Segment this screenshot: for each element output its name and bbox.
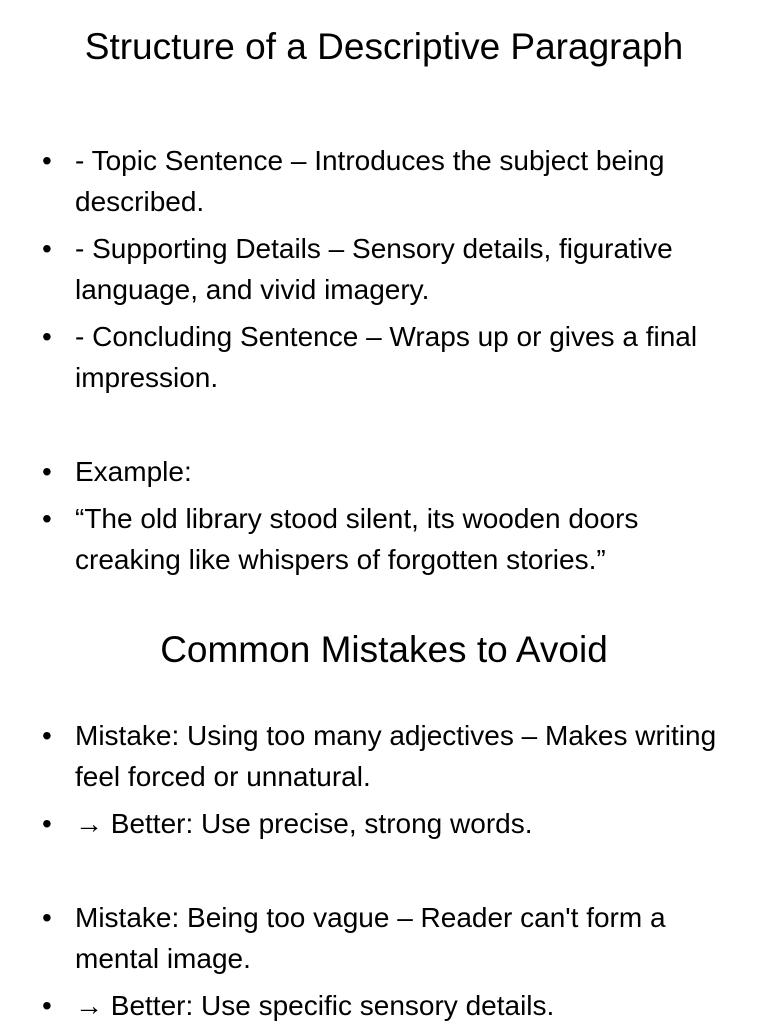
bullet-text: → Better: Use precise, strong words. (75, 808, 533, 839)
bullet-text: Example: (75, 456, 192, 487)
bullet-icon: • (42, 503, 52, 534)
bullet-icon: • (42, 233, 52, 264)
empty-list-item (0, 404, 768, 445)
list-item (0, 316, 768, 398)
list-item (0, 140, 768, 222)
bullet-text: “The old library stood silent, its wooden doors creaking like whispers of forgotten stories.” (75, 503, 639, 575)
list-item (0, 498, 768, 578)
slide-common-mistakes (0, 578, 768, 1024)
bullet-list (0, 715, 768, 1024)
bullet-text: → Better: Use specific sensory details. (75, 990, 555, 1021)
bullet-icon: • (42, 145, 52, 176)
list-item (0, 451, 768, 492)
empty-list-item (0, 850, 768, 891)
list-item (0, 803, 768, 844)
bullet-text: - Concluding Sentence – Wraps up or gives a final impression. (75, 321, 698, 393)
bullet-text: Mistake: Being too vague – Reader can't form a mental image. (75, 902, 666, 974)
bullet-text: Mistake: Using too many adjectives – Makes writing feel forced or unnatural. (75, 720, 717, 792)
slide-title: Common Mistakes to Avoid (160, 629, 608, 670)
bullet-text: - Supporting Details – Sensory details, figurative language, and vivid imagery. (75, 233, 673, 305)
list-item (0, 715, 768, 797)
list-item (0, 228, 768, 310)
slide-title: Structure of a Descriptive Paragraph (84, 26, 684, 67)
bullet-icon: • (42, 321, 52, 352)
bullet-icon: • (42, 808, 52, 839)
bullet-icon: • (42, 456, 52, 487)
list-item (0, 985, 768, 1024)
bullet-icon: • (42, 720, 52, 751)
bullet-icon: • (42, 902, 52, 933)
bullet-icon: • (42, 990, 52, 1021)
bullet-text: - Topic Sentence – Introduces the subject being described. (75, 145, 665, 217)
bullet-list (0, 140, 768, 578)
list-item (0, 897, 768, 979)
